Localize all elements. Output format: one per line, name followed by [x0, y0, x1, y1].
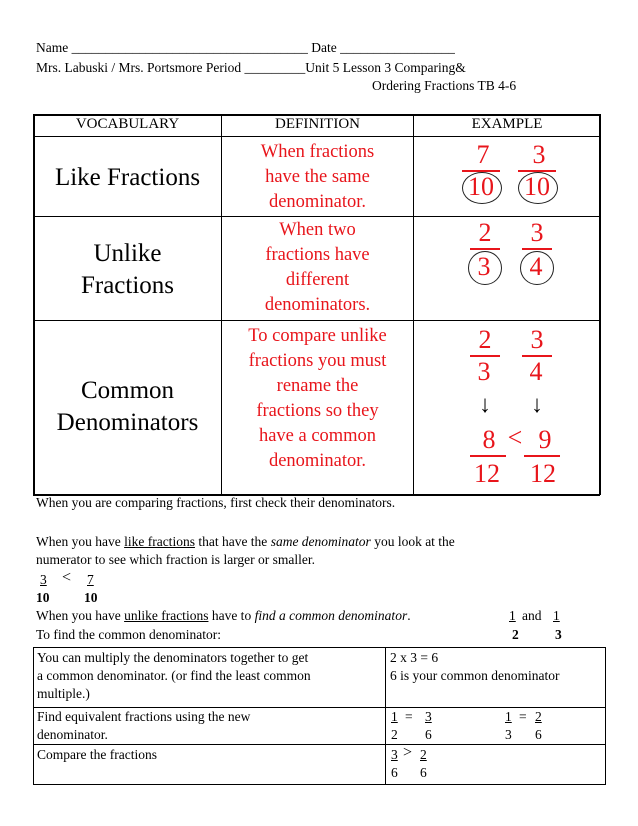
paragraph-like-fractions: When you have like fractions that have the same denominator you look at the: [36, 534, 455, 549]
step-multiply-result: 2 x 3 = 6 6 is your common denominator: [390, 650, 560, 683]
col-header-vocabulary: VOCABULARY: [75, 116, 180, 132]
paragraph-compare-numerators: numerator to see which fraction is larger or smaller.: [36, 552, 316, 567]
term-like-fractions: Like Fractions: [54, 164, 201, 191]
unlike-fraction-num-1: 1: [509, 608, 516, 623]
teacher-period-unit-line: Mrs. Labuski / Mrs. Portsmore Period _________Unit 5 Lesson 3 Comparing&: [36, 60, 466, 75]
unlike-fraction-den-1: 2: [512, 627, 519, 642]
term-unlike-fractions: Unlike Fractions: [80, 240, 175, 299]
step-multiply-denominators: You can multiply the denominators together to get a common denominator. (or find the least common multiple.): [37, 650, 311, 701]
unlike-fraction-den-2: 3: [555, 627, 562, 642]
paragraph-find-common-denominator: To find the common denominator:: [36, 627, 222, 642]
lesson-title-line: Ordering Fractions TB 4-6: [372, 78, 517, 93]
col-header-example: EXAMPLE: [471, 116, 543, 132]
paragraph-check-denominators: When you are comparing fractions, first check their denominators.: [36, 495, 396, 510]
definition-unlike-fractions: When two fractions have different denominators.: [264, 220, 371, 315]
unlike-fraction-num-2: 1: [553, 608, 560, 623]
down-arrow-icon: ↓: [479, 392, 491, 418]
and-label: and: [522, 608, 542, 623]
step-compare-fractions: Compare the fractions: [37, 747, 157, 762]
definition-common-denominators: To compare unlike fractions you must rename the fractions so they have a common denominator.: [248, 326, 387, 471]
term-common-denominators: Common Denominators: [56, 377, 199, 436]
paragraph-unlike-fractions: When you have unlike fractions have to find a common denominator.: [36, 608, 411, 623]
col-header-definition: DEFINITION: [275, 116, 360, 132]
step-equivalent-fractions: Find equivalent fractions using the new denominator.: [37, 709, 251, 742]
name-date-line: Name ___________________________________ Date _________________: [36, 40, 455, 55]
definition-like-fractions: When fractions have the same denominator.: [260, 142, 375, 212]
down-arrow-icon: ↓: [531, 392, 543, 418]
